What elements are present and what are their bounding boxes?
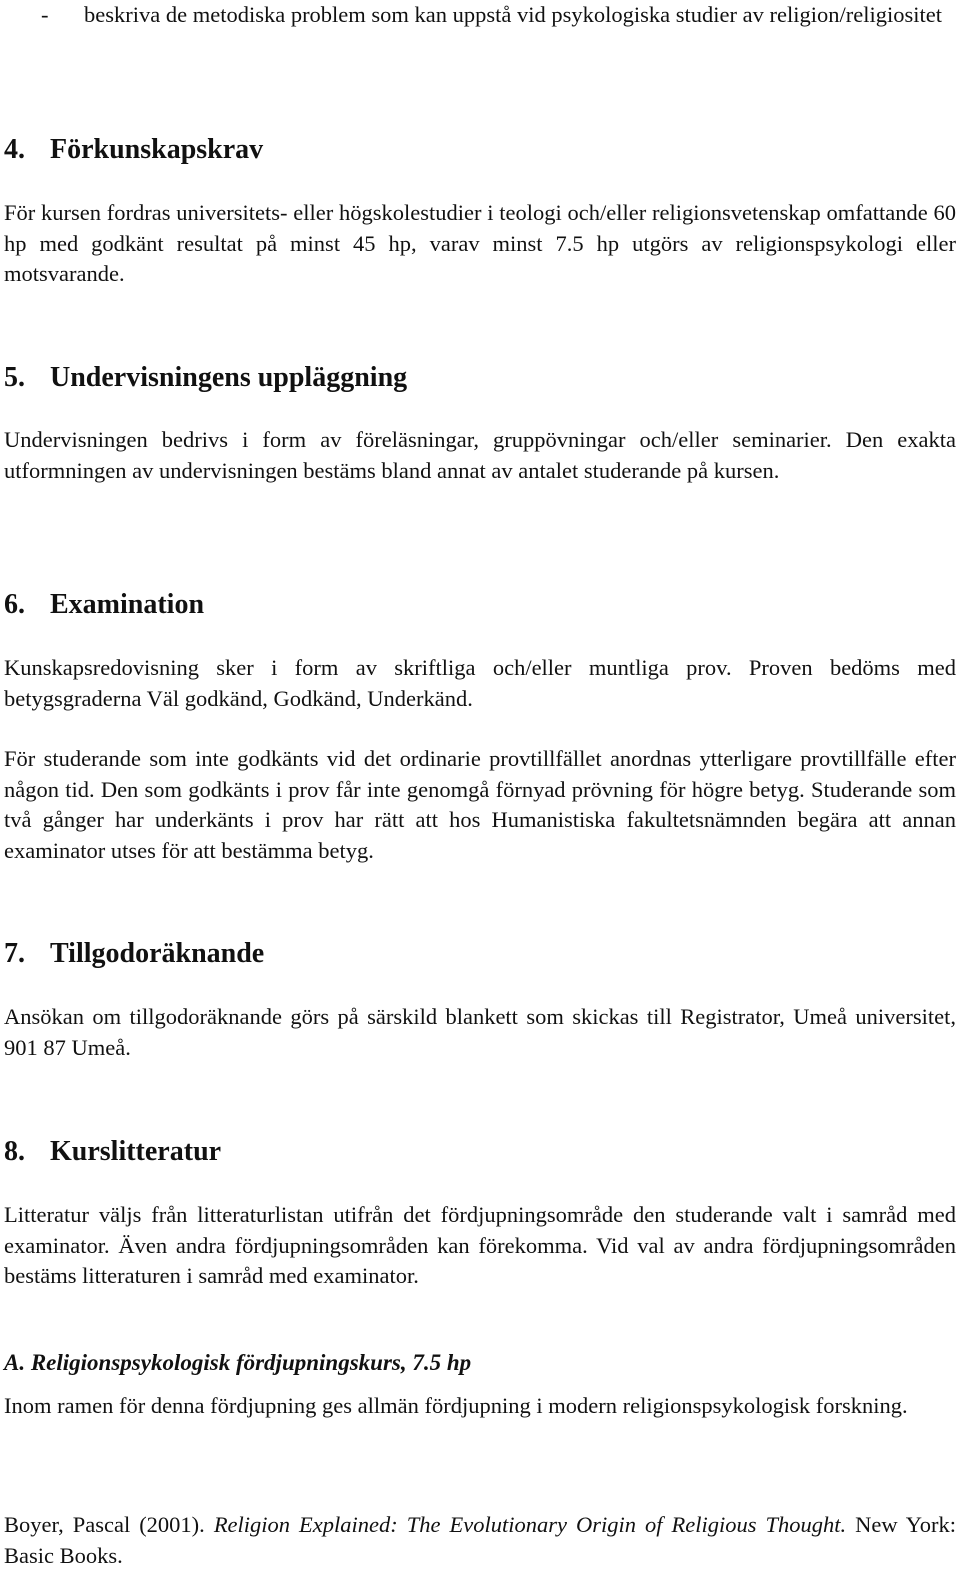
section-5-paragraph: Undervisningen bedrivs i form av föreläsningar, gruppövningar och/eller seminarier. Den exakta utformningen av undervisningen bestäms bland annat av antalet studerande på kursen. <box>4 427 956 483</box>
reference-authors: Boyer, Pascal (2001). <box>4 1512 205 1537</box>
section-number: 5. <box>4 362 25 393</box>
section-6-paragraph-1: Kunskapsredovisning sker i form av skriftliga och/eller muntliga prov. Proven bedöms med betygsgraderna Väl godkänd, Godkänd, Underkänd. <box>4 655 956 711</box>
literature-reference <box>4 1510 956 1571</box>
subsection-a-paragraph: Inom ramen för denna fördjupning ges allmän fördjupning i modern religionspsykologisk forskning. <box>4 1393 908 1418</box>
section-4-paragraph: För kursen fordras universitets- eller högskolestudier i teologi och/eller religionsvetenskap omfattande 60 hp med godkänt resultat på minst 45 hp, varav minst 7.5 hp utgörs av religionspsykologi eller motsvarande. <box>4 200 956 286</box>
section-number: 4. <box>4 134 25 165</box>
section-7-paragraph: Ansökan om tillgodoräknande görs på särskild blankett som skickas till Registrator, Umeå universitet, 901 87 Umeå. <box>4 1004 956 1060</box>
section-heading-4 <box>4 133 263 167</box>
section-title: Förkunskapskrav <box>50 134 264 165</box>
reference-publisher: New York: Basic Books. <box>4 1512 957 1568</box>
section-heading-5 <box>4 361 407 395</box>
section-number: 7. <box>4 938 25 969</box>
section-title: Tillgodoräknande <box>50 938 265 969</box>
section-number: 6. <box>4 589 25 620</box>
reference-title: Religion Explained: The Evolutionary Origin of Religious Thought. <box>213 1512 847 1537</box>
bullet-dash: - <box>41 2 49 27</box>
section-8-paragraph: Litteratur väljs från litteraturlistan utifrån det fördjupningsområde den studerande valt i samråd med examinator. Även andra fördjupningsområden kan förekomma. Vid val av andra fördjupningsområden bestäms litteraturen i samråd med examinator. <box>4 1202 956 1288</box>
section-heading-6 <box>4 588 204 622</box>
section-6-paragraph-2: För studerande som inte godkänts vid det ordinarie provtillfället anordnas ytterligare provtillfälle efter någon tid. Den som godkänts i prov får inte genomgå förnyad prövning för högre betyg. Studerande som två gånger har underkänts i prov har rätt att hos Humanistiska fakultetsnämnden begära att annan examinator utses för att bestämma betyg. <box>4 746 956 863</box>
section-title: Kurslitteratur <box>50 1136 222 1167</box>
section-heading-7 <box>4 937 264 971</box>
section-heading-8 <box>4 1135 221 1169</box>
section-number: 8. <box>4 1136 25 1167</box>
objective-text: beskriva de metodiska problem som kan uppstå vid psykologiska studier av religion/religiositet <box>84 2 942 27</box>
subsection-a-title: A. Religionspsykologisk fördjupningskurs, 7.5 hp <box>4 1350 472 1375</box>
section-title: Examination <box>50 589 205 620</box>
section-title: Undervisningens uppläggning <box>50 362 408 393</box>
